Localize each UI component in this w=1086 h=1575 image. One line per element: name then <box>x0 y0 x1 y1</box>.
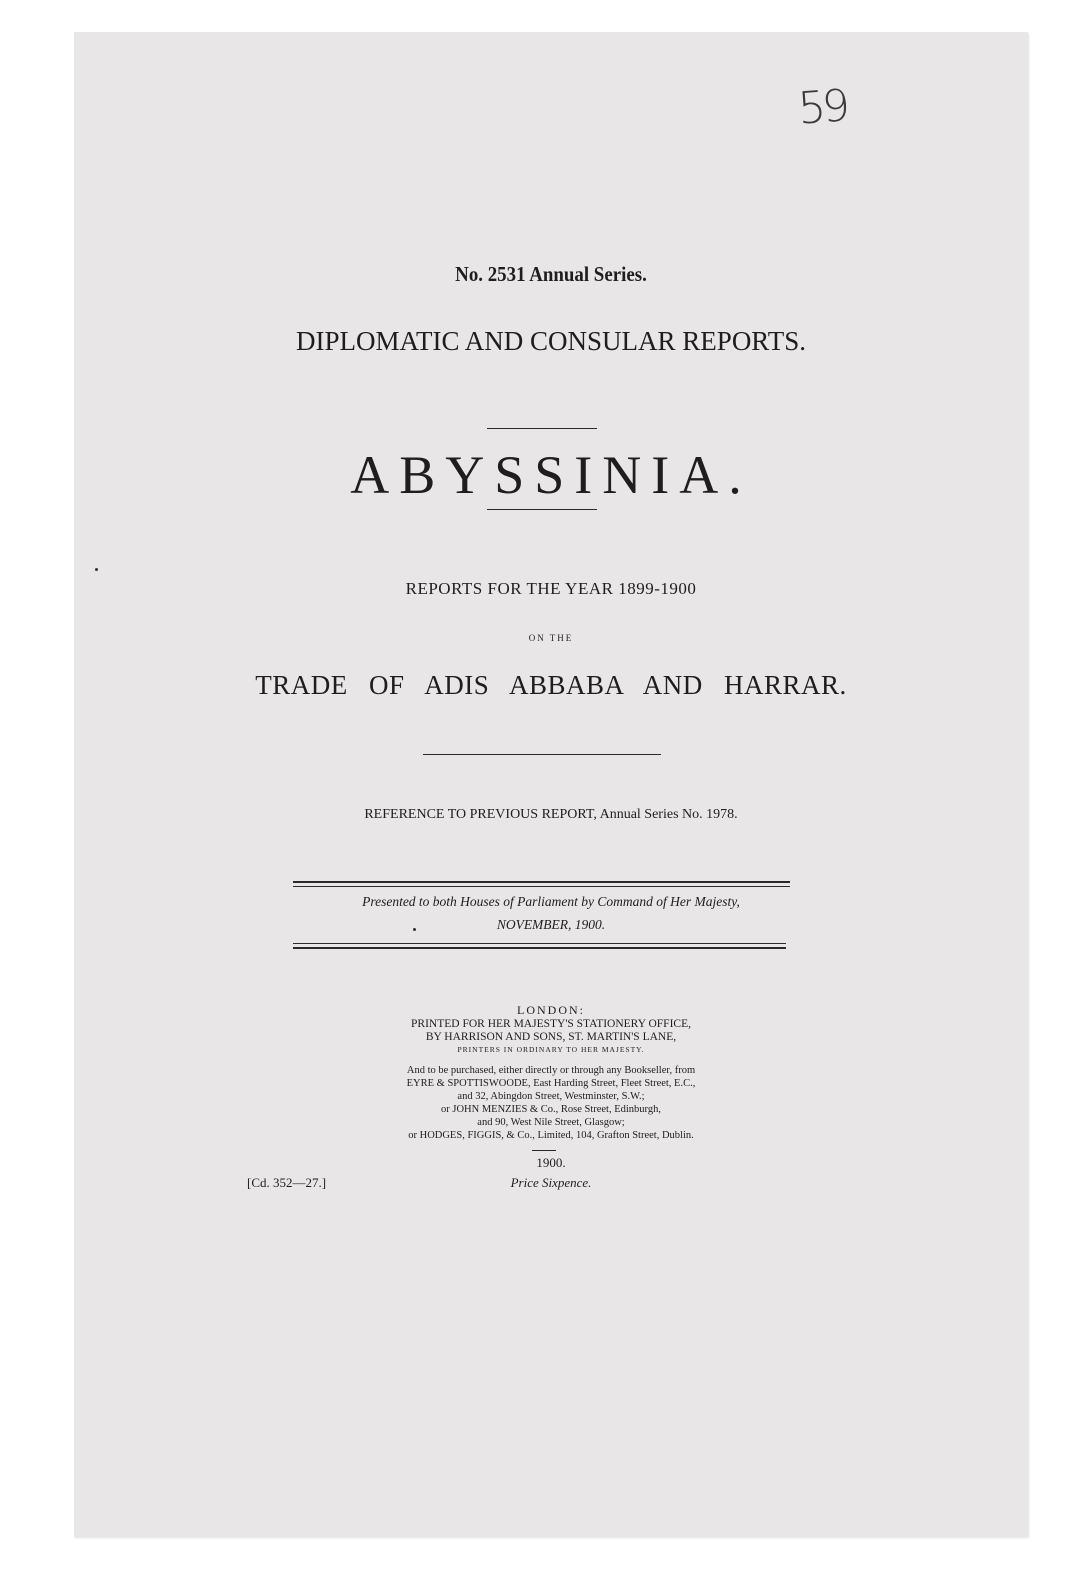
imprint-seller-2-address: and 90, West Nile Street, Glasgow; <box>477 1117 625 1128</box>
country-title: ABYSSINIA. <box>350 445 752 505</box>
trade-subject-line: TRADE OF ADIS ABBABA AND HARRAR. <box>255 670 847 700</box>
presented-rule-top <box>293 881 790 883</box>
presented-statement: Presented to both Houses of Parliament by Command of Her Majesty, <box>362 894 740 909</box>
imprint-printer-note: PRINTERS IN ORDINARY TO HER MAJESTY. <box>457 1045 645 1054</box>
imprint-seller-2: or JOHN MENZIES & Co., Rose Street, Edinburgh, <box>440 1104 661 1115</box>
section-divider <box>423 754 661 755</box>
presented-rule-bottom <box>293 947 786 949</box>
imprint-purchase-intro: And to be purchased, either directly or through any Bookseller, from <box>406 1065 696 1076</box>
reports-year-line: REPORTS FOR THE YEAR 1899-1900 <box>405 579 697 598</box>
handwritten-page-number: 59 <box>796 80 848 135</box>
presented-rule-bottom-thin <box>293 943 786 944</box>
imprint-seller-1-address: and 32, Abingdon Street, Westminster, S.W.; <box>457 1091 645 1102</box>
series-number: No. 2531 Annual Series. <box>455 262 647 286</box>
on-the-line: ON THE <box>528 633 574 643</box>
margin-mark <box>413 928 416 931</box>
imprint-year: 1900. <box>536 1155 566 1170</box>
command-paper-code: [Cd. 352—27.] <box>247 1175 327 1190</box>
previous-report-reference: REFERENCE TO PREVIOUS REPORT, Annual Series No. 1978. <box>364 807 738 822</box>
report-heading: DIPLOMATIC AND CONSULAR REPORTS. <box>296 326 806 356</box>
presented-date: NOVEMBER, 1900. <box>496 917 606 932</box>
presented-rule-top-thin <box>293 886 790 887</box>
imprint-seller-1: EYRE & SPOTTISWOODE, East Harding Street, Fleet Street, E.C., <box>406 1078 696 1089</box>
document-page <box>74 32 1028 1537</box>
imprint-printer: BY HARRISON AND SONS, ST. MARTIN'S LANE, <box>425 1031 677 1043</box>
imprint-printed-for: PRINTED FOR HER MAJESTY'S STATIONERY OFFICE, <box>411 1018 691 1030</box>
imprint-short-rule <box>532 1150 556 1151</box>
title-rule-bottom <box>487 509 597 510</box>
imprint-seller-3: or HODGES, FIGGIS, & Co., Limited, 104, Grafton Street, Dublin. <box>408 1130 694 1141</box>
margin-mark <box>95 568 98 571</box>
title-rule-top <box>487 428 597 429</box>
imprint-city: LONDON: <box>517 1003 585 1017</box>
imprint-price: Price Sixpence. <box>510 1175 592 1190</box>
